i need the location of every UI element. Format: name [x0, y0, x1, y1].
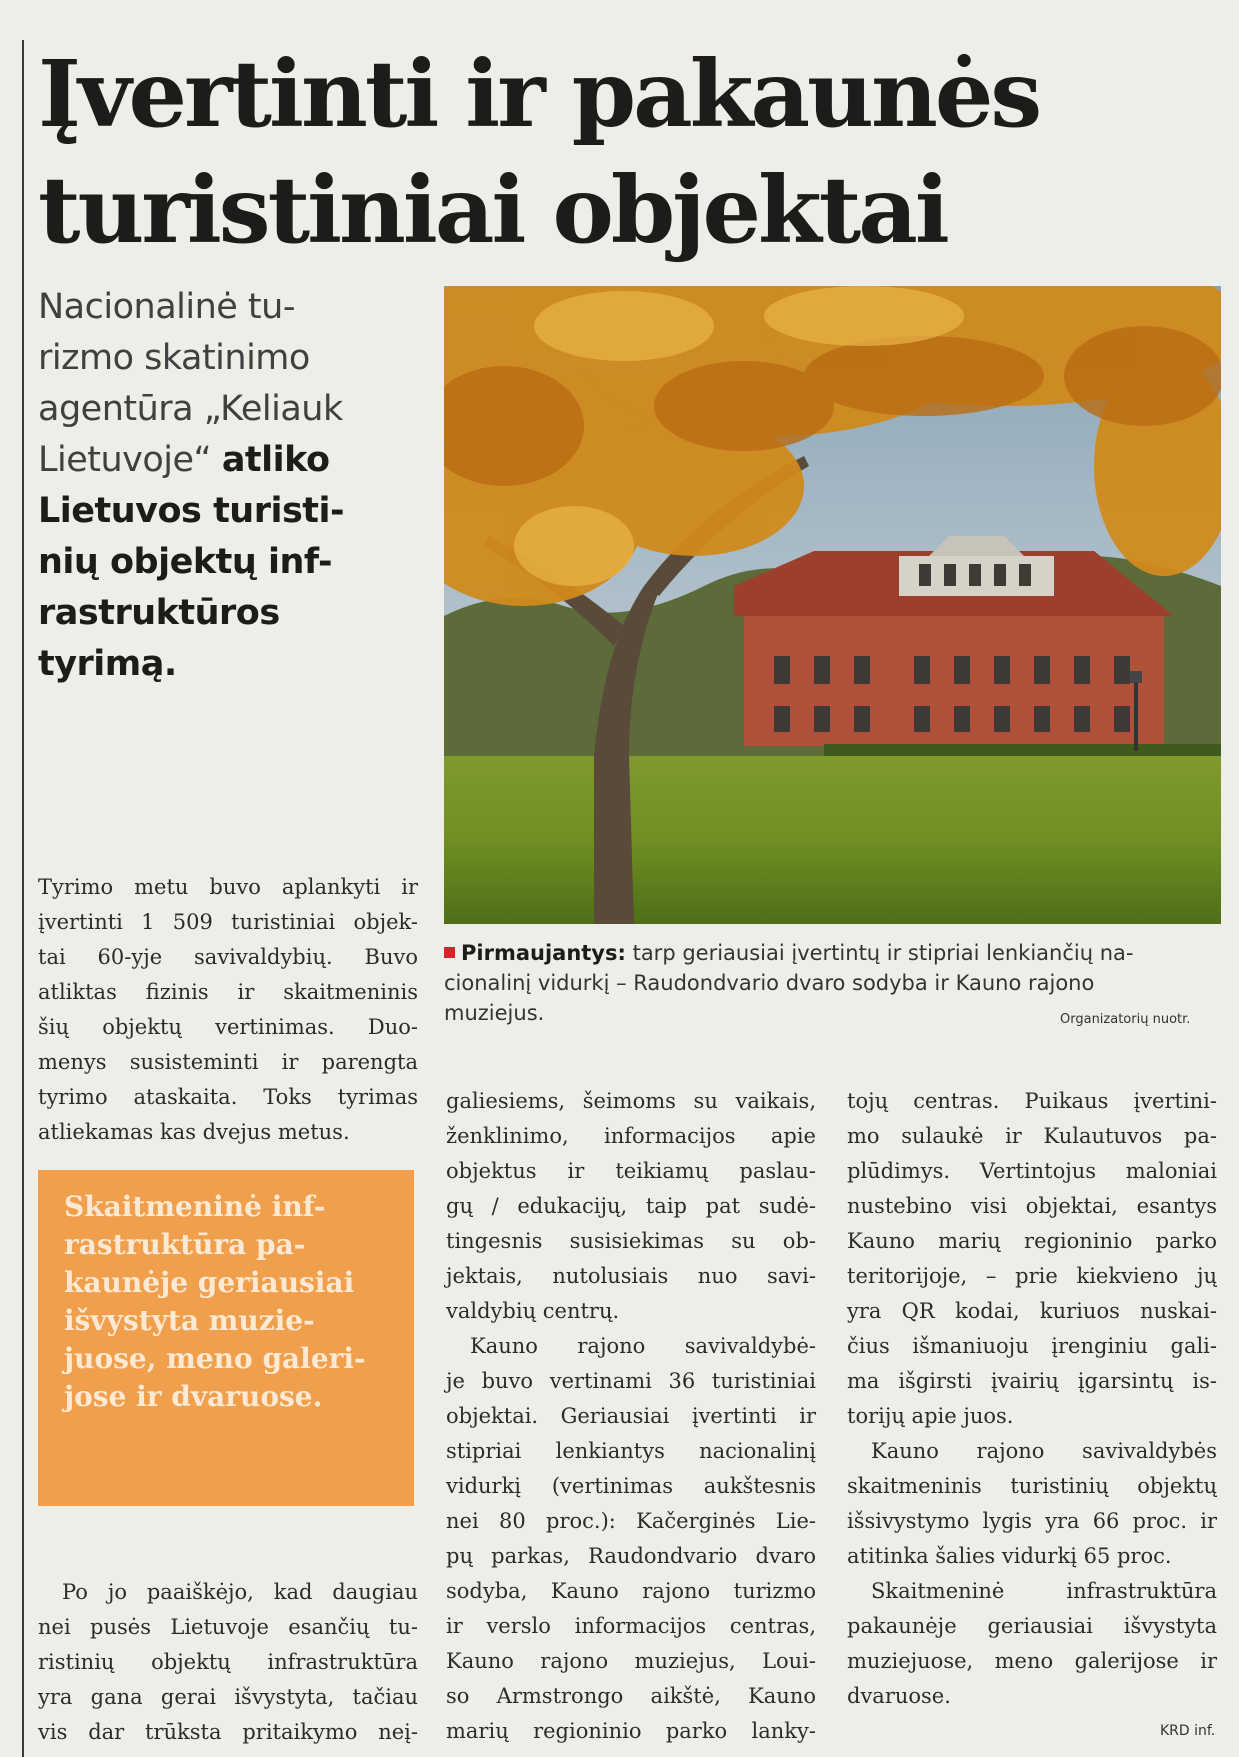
body-line: ženklinimo, informacijos apie	[446, 1124, 816, 1148]
body-line: Kauno rajono savivaldybė-	[470, 1334, 816, 1358]
body-line: tai 60-yje savivaldybių. Buvo	[38, 945, 418, 969]
lead-line-mixed	[38, 435, 433, 486]
lead-bold-line: tyrimą.	[38, 644, 177, 684]
body-line: išsivystymo lygis yra 66 proc. ir	[847, 1509, 1217, 1533]
body-line: ir verslo informacijos centras,	[446, 1614, 816, 1638]
pull-quote-line: rastruktūra pa-	[64, 1228, 306, 1261]
lead-bold-line: rastruktūros	[38, 593, 280, 633]
author-signature: KRD inf.	[1160, 1723, 1216, 1739]
caption-line: muziejus.	[444, 1001, 545, 1025]
headline-line-2: turistiniai objektai	[38, 156, 947, 264]
body-line: yra QR kodai, kuriuos nuskai-	[847, 1299, 1217, 1323]
body-line: je buvo vertinami 36 turistiniai	[446, 1369, 816, 1393]
body-line: Tyrimo metu buvo aplankyti ir	[38, 875, 418, 899]
headline-line-1: Įvertinti ir pakaunės	[38, 40, 1040, 148]
body-line: gų / edukacijų, taip pat sudė-	[446, 1194, 816, 1218]
body-line: valdybių centrų.	[446, 1299, 620, 1323]
caption-text: tarp geriausiai įvertintų ir stipriai lenkiančių na-	[625, 941, 1134, 965]
pull-quote-line: išvystyta muzie-	[64, 1304, 315, 1337]
caption-marker-icon	[444, 947, 455, 958]
body-line: objektai. Geriausiai įvertinti ir	[446, 1404, 816, 1428]
body-column-2	[446, 1084, 816, 1749]
body-line: nei pusės Lietuvoje esančių tu-	[38, 1615, 418, 1639]
body-line: so Armstrongo aikštė, Kauno	[446, 1684, 816, 1708]
body-line: tingesnis susisiekimas su ob-	[446, 1229, 816, 1253]
body-line: jektais, nutolusiais nuo savi-	[446, 1264, 816, 1288]
body-line: teritorijoje, – prie kiekvieno jų	[847, 1264, 1217, 1288]
photo-credit: Organizatorių nuotr.	[1060, 1012, 1191, 1027]
body-line: tyrimo ataskaita. Toks tyrimas	[38, 1085, 418, 1109]
lead-line: agentūra „Keliauk	[38, 389, 343, 429]
lead-line: Nacionalinė tu-	[38, 287, 295, 327]
caption-line	[444, 938, 1234, 968]
body-line: čius išmaniuoju įrenginiu gali-	[847, 1334, 1217, 1358]
body-line: mo sulaukė ir Kulautuvos pa-	[847, 1124, 1217, 1148]
caption-line: cionalinį vidurkį – Raudondvario dvaro sodyba ir Kauno rajono	[444, 971, 1095, 995]
body-line: tojų centras. Puikaus įvertini-	[847, 1089, 1217, 1113]
lead-bold-line: Lietuvos turisti-	[38, 491, 345, 531]
body-line: Kauno rajono muziejus, Loui-	[446, 1649, 816, 1673]
body-line: ma išgirsti įvairių įgarsintų is-	[847, 1369, 1217, 1393]
body-line: atliktas fizinis ir skaitmeninis	[38, 980, 418, 1004]
body-line: įvertinti 1 509 turistiniai objek-	[38, 910, 418, 934]
manor-house-photo	[444, 286, 1221, 924]
body-line: atitinka šalies vidurkį 65 proc.	[847, 1544, 1172, 1568]
body-line: stipriai lenkiantys nacionalinį	[446, 1439, 816, 1463]
pull-quote	[38, 1170, 414, 1506]
body-line: Kauno marių regioninio parko	[847, 1229, 1217, 1253]
body-line: objektus ir teikiamų paslau-	[446, 1159, 816, 1183]
body-line: atliekamas kas dvejus metus.	[38, 1120, 350, 1144]
headline	[38, 36, 1228, 268]
body-line: yra gana gerai išvystyta, tačiau	[38, 1685, 418, 1709]
lead-line: rizmo skatinimo	[38, 338, 310, 378]
body-line: plūdimys. Vertintojus maloniai	[847, 1159, 1217, 1183]
body-line: menys susisteminti ir parengta	[38, 1050, 418, 1074]
lead-line: Lietuvoje“	[38, 440, 222, 480]
pull-quote-line: juose, meno galeri-	[64, 1342, 366, 1375]
body-line: nustebino visi objektai, esantys	[847, 1194, 1217, 1218]
body-line: pakaunėje geriausiai išvystyta	[847, 1614, 1217, 1638]
body-line: muziejuose, meno galerijose ir	[847, 1649, 1217, 1673]
body-line: skaitmeninis turistinių objektų	[847, 1474, 1217, 1498]
body-column-1-top	[38, 870, 418, 1150]
lead-paragraph	[38, 282, 433, 690]
body-line: Skaitmeninė infrastruktūra	[871, 1579, 1217, 1603]
body-line: Po jo paaiškėjo, kad daugiau	[62, 1580, 418, 1604]
body-line: šių objektų vertinimas. Duo-	[38, 1015, 418, 1039]
column-rule	[22, 40, 24, 1757]
lead-bold-start: atliko	[221, 440, 330, 480]
body-line: torijų apie juos.	[847, 1404, 1014, 1428]
body-column-1-bottom	[38, 1575, 418, 1750]
body-line: nei 80 proc.): Kačerginės Lie-	[446, 1509, 816, 1533]
body-line: vidurkį (vertinimas aukštesnis	[446, 1474, 816, 1498]
lead-bold-line: nių objektų inf-	[38, 542, 333, 582]
body-line: ristinių objektų infrastruktūra	[38, 1650, 418, 1674]
pull-quote-line: Skaitmeninė inf-	[64, 1190, 326, 1223]
body-line: galiesiems, šeimoms su vaikais,	[446, 1089, 816, 1113]
body-line: marių regioninio parko lanky-	[446, 1719, 816, 1743]
pull-quote-line: jose ir dvaruose.	[64, 1380, 323, 1413]
body-column-3	[847, 1084, 1217, 1714]
pull-quote-line: kaunėje geriausiai	[64, 1266, 355, 1299]
caption-label: Pirmaujantys:	[461, 941, 626, 965]
body-line: Kauno rajono savivaldybės	[871, 1439, 1217, 1463]
body-line: dvaruose.	[847, 1684, 951, 1708]
body-line: vis dar trūksta pritaikymo neį-	[38, 1720, 418, 1744]
body-line: pų parkas, Raudondvario dvaro	[446, 1544, 816, 1568]
manor-house-autumn-photo-icon	[444, 286, 1221, 924]
body-line: sodyba, Kauno rajono turizmo	[446, 1579, 816, 1603]
